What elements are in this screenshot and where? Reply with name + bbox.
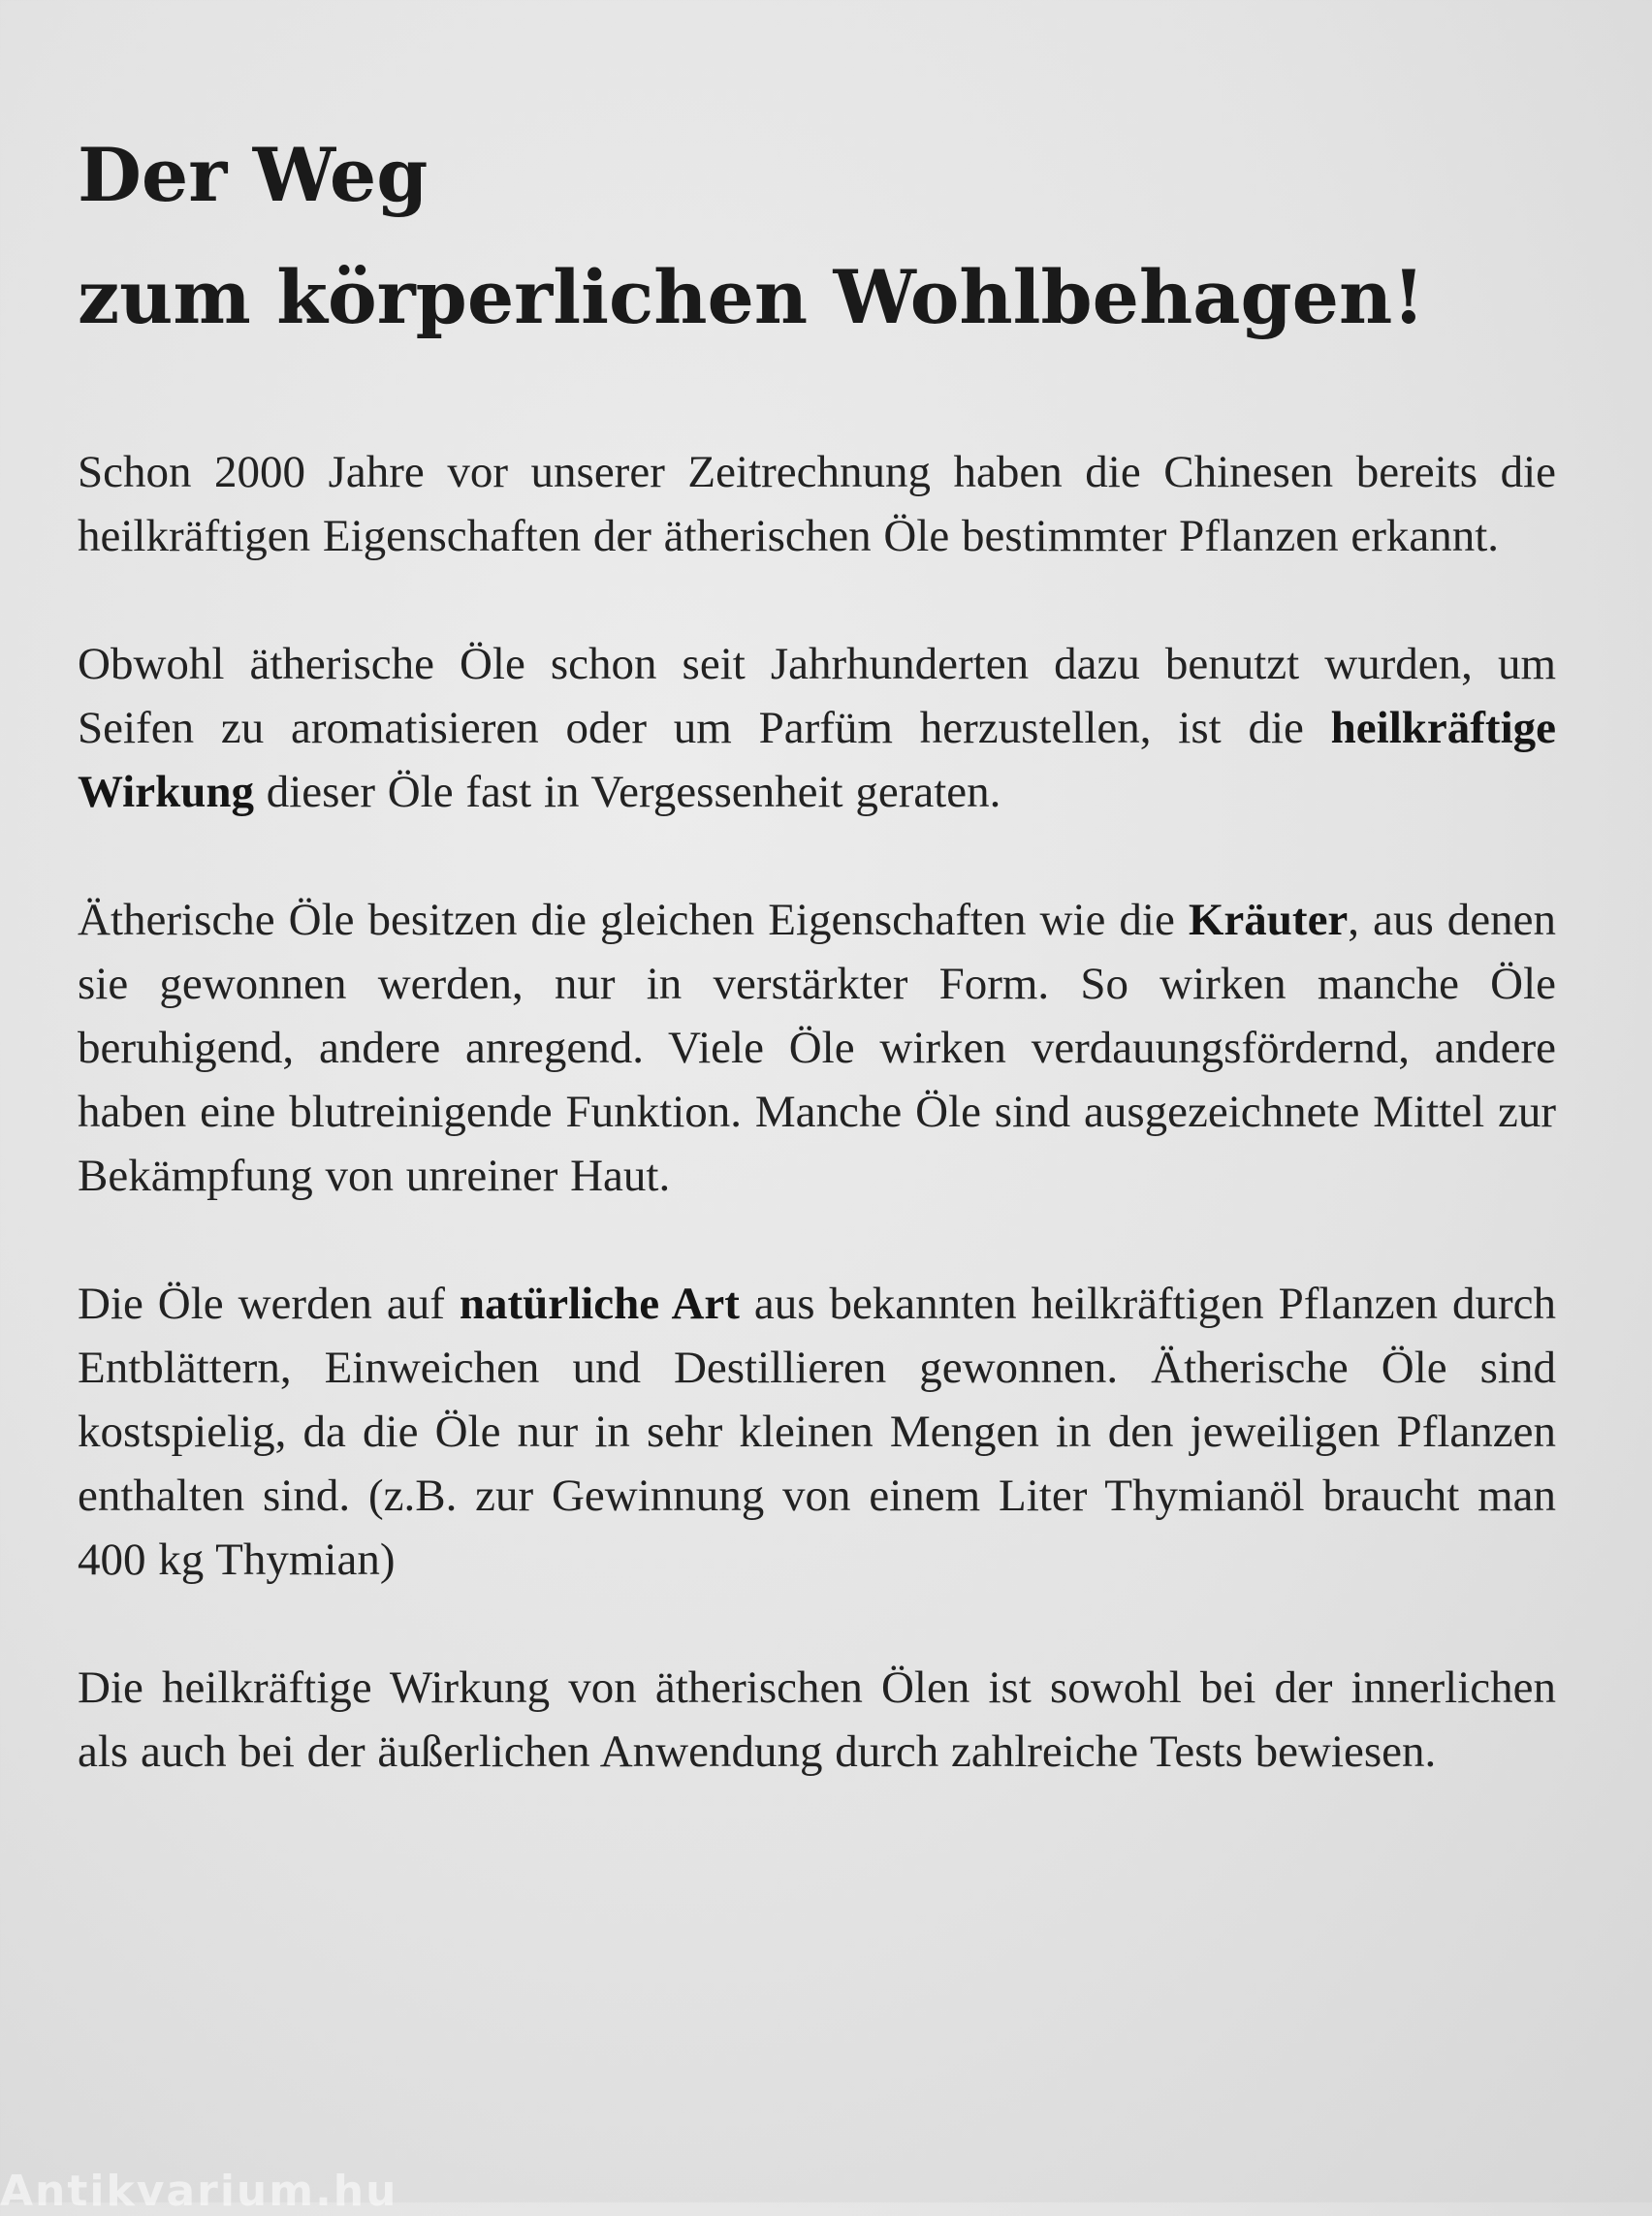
document-page — [78, 114, 1556, 1848]
paragraph-text: aus bekannten heilkräftigen Pflanzen durch Entblättern, Einweichen und Destillieren gewonnen. Ätherische Öle sind kostspielig, da die Öle nur in sehr kleinen Mengen in den jeweiligen Pflanzen enthalten sind. (z.B. zur Gewinnung von einem Liter Thymianöl braucht man 400 kg Thymian) — [78, 1279, 1556, 1585]
paragraph-history-text: Schon 2000 Jahre vor unserer Zeitrechnung haben die Chinesen bereits die heilkräftigen Eigenschaften der ätherischen Öle bestimmter Pflanzen erkannt. — [78, 447, 1556, 561]
paragraph-text: dieser Öle fast in Vergessenheit geraten. — [254, 767, 1001, 817]
paragraph-production — [78, 1272, 1556, 1592]
title-line-2: zum körperlichen Wohlbehagen! — [78, 254, 1425, 340]
paragraph-text: , aus denen sie gewonnen werden, nur in verstärkter Form. So wirken manche Öle beruhigend, andere anregend. Viele Öle wirken verdauungsfördernd, andere haben eine blutreinigende Funktion. Manche Öle sind ausgezeichnete Mittel zur Bekämpfung von unreiner Haut. — [78, 895, 1556, 1201]
page-title — [78, 114, 1556, 359]
title-line-1: Der Weg — [78, 132, 429, 218]
paragraph-proof — [78, 1656, 1556, 1784]
emphasis-healing-effect: heilkräftige Wirkung — [78, 703, 1556, 817]
paragraph-text: Ätherische Öle besitzen die gleichen Eigenschaften wie die — [78, 895, 1189, 945]
paragraph-proof-text: Die heilkräftige Wirkung von ätherischen Ölen ist sowohl bei der innerlichen als auch bei der äußerlichen Anwendung durch zahlreiche Tests bewiesen. — [78, 1662, 1556, 1777]
paragraph-properties — [78, 888, 1556, 1208]
paragraph-text: Obwohl ätherische Öle schon seit Jahrhunderten dazu benutzt wurden, um Seifen zu aromatisieren oder um Parfüm herzustellen, ist die — [78, 639, 1556, 753]
paragraph-text: Die Öle werden auf — [78, 1279, 460, 1329]
emphasis-natural-way: natürliche Art — [459, 1279, 740, 1329]
paragraph-history — [78, 440, 1556, 568]
emphasis-herbs: Kräuter — [1188, 895, 1349, 945]
paragraph-forgotten-effect — [78, 632, 1556, 824]
watermark-text: Antikvarium.hu — [0, 2167, 398, 2216]
